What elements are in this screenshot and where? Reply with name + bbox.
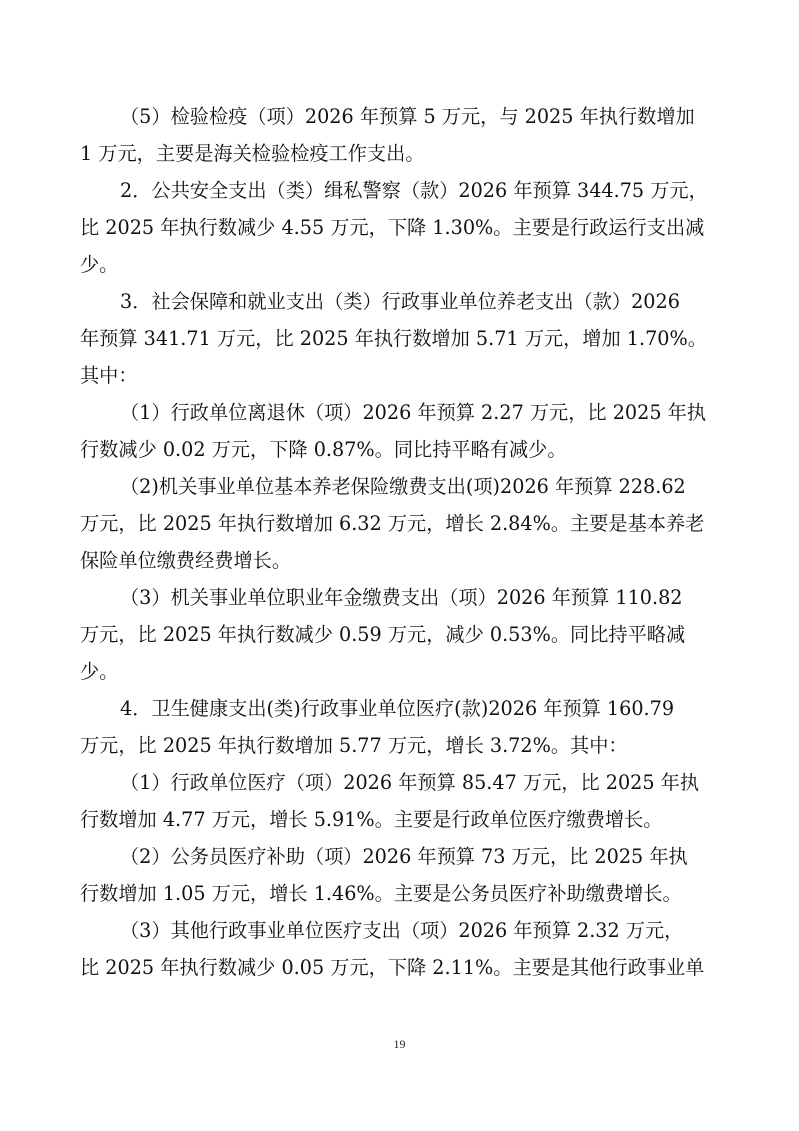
paragraph-line: 万元，比 2025 年执行数增加 5.77 万元，增长 3.72%。其中： bbox=[80, 734, 628, 757]
paragraph-line: 行数增加 4.77 万元，增长 5.91%。主要是行政单位医疗缴费增长。 bbox=[80, 808, 663, 831]
paragraph-line: （1）行政单位离退休（项）2026 年预算 2.27 万元，比 2025 年执 bbox=[120, 401, 707, 424]
paragraph-line: 其中： bbox=[80, 364, 138, 387]
paragraph-line: （5）检验检疫（项）2026 年预算 5 万元，与 2025 年执行数增加 bbox=[120, 105, 695, 128]
paragraph-line: 3．社会保障和就业支出（类）行政事业单位养老支出（款）2026 bbox=[120, 290, 680, 313]
paragraph-line: 2．公共安全支出（类）缉私警察（款）2026 年预算 344.75 万元， bbox=[120, 179, 708, 202]
paragraph-line: 少。 bbox=[80, 253, 119, 276]
paragraph-line: 少。 bbox=[80, 660, 119, 683]
paragraph-line: 比 2025 年执行数减少 0.05 万元，下降 2.11%。主要是其他行政事业单 bbox=[80, 956, 705, 979]
paragraph-line: （3）其他行政事业单位医疗支出（项）2026 年预算 2.32 万元， bbox=[120, 919, 684, 942]
paragraph-line: 万元，比 2025 年执行数增加 6.32 万元，增长 2.84%。主要是基本养老 bbox=[80, 512, 705, 535]
paragraph-line: （3）机关事业单位职业年金缴费支出（项）2026 年预算 110.82 bbox=[120, 586, 683, 609]
paragraph-line: 4．卫生健康支出(类)行政事业单位医疗(款)2026 年预算 160.79 bbox=[120, 697, 675, 720]
paragraph-line: 1 万元，主要是海关检验检疫工作支出。 bbox=[80, 142, 425, 165]
document-body bbox=[80, 98, 720, 986]
paragraph-line: 保险单位缴费经费增长。 bbox=[80, 549, 292, 572]
paragraph-line: 年预算 341.71 万元，比 2025 年执行数增加 5.71 万元，增加 1.70%。 bbox=[80, 327, 707, 350]
page-number: 19 bbox=[393, 1037, 406, 1051]
paragraph-line: （2）公务员医疗补助（项）2026 年预算 73 万元，比 2025 年执 bbox=[120, 845, 688, 868]
paragraph-line: （2)机关事业单位基本养老保险缴费支出(项)2026 年预算 228.62 bbox=[120, 475, 686, 498]
paragraph-line: 比 2025 年执行数减少 4.55 万元，下降 1.30%。主要是行政运行支出减 bbox=[80, 216, 705, 239]
paragraph-line: 行数增加 1.05 万元，增长 1.46%。主要是公务员医疗补助缴费增长。 bbox=[80, 882, 682, 905]
paragraph-line: 行数减少 0.02 万元，下降 0.87%。同比持平略有减少。 bbox=[80, 438, 567, 461]
paragraph-line: （1）行政单位医疗（项）2026 年预算 85.47 万元，比 2025 年执 bbox=[120, 771, 700, 794]
paragraph-line: 万元，比 2025 年执行数减少 0.59 万元，减少 0.53%。同比持平略减 bbox=[80, 623, 686, 646]
